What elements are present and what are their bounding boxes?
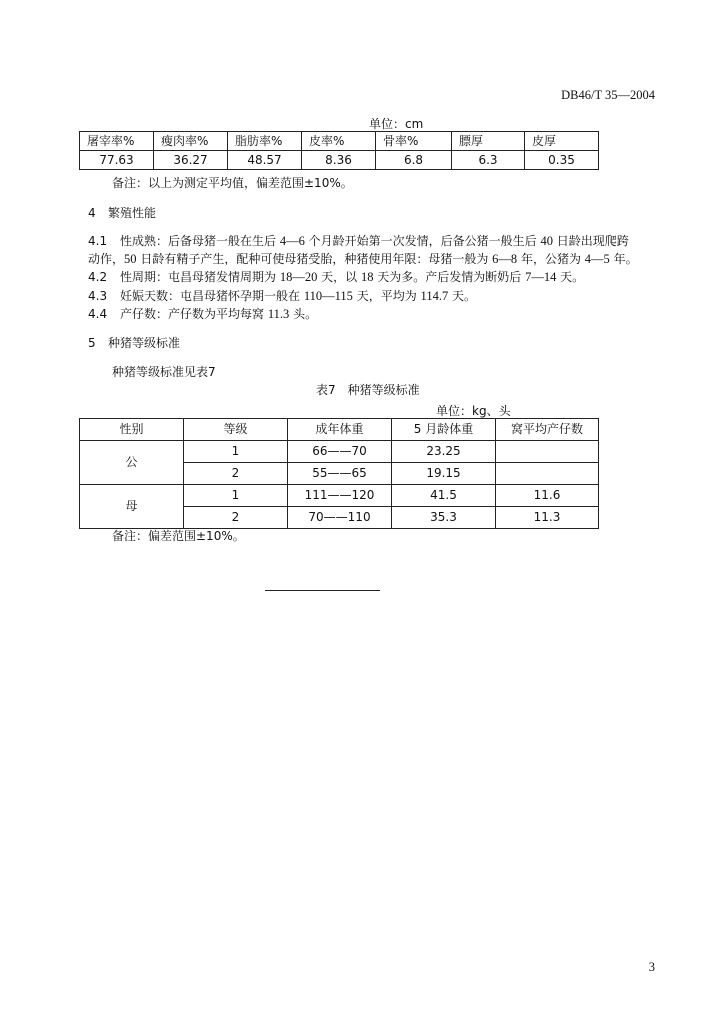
clause-text: 天，平均为: [352, 289, 421, 303]
table-header-row: [80, 132, 599, 151]
adult-weight-cell: 111——120: [288, 485, 392, 507]
table1-note: 备注：以上为测定平均值，偏差范围±10%。: [112, 176, 353, 190]
clause-4-3: [88, 289, 476, 303]
section-number: 4: [88, 206, 96, 220]
grade-cell: 2: [184, 507, 288, 529]
clause-4-4: [88, 307, 317, 321]
adult-weight-cell: 66——70: [288, 441, 392, 463]
clause-value: 11.3: [267, 307, 290, 321]
clause-text: 头。: [289, 307, 318, 321]
litter-size-cell: 11.3: [496, 507, 599, 529]
table-row: [80, 441, 599, 463]
table1-unit: 单位：cm: [369, 117, 424, 131]
document-code: DB46/T 35—2004: [561, 88, 655, 102]
litter-size-cell: [496, 441, 599, 463]
clause-text: 天，以: [317, 270, 361, 284]
table-row: [80, 485, 599, 507]
column-header: 5 月龄体重: [392, 419, 496, 441]
section-number: 5: [88, 336, 96, 350]
column-header: 成年体重: [288, 419, 392, 441]
grade-cell: 1: [184, 485, 288, 507]
five-month-weight-cell: 23.25: [392, 441, 496, 463]
table-cell: 6.3: [452, 151, 525, 170]
section-heading: [88, 206, 156, 220]
clause-4-2: [88, 270, 584, 284]
clause-value: 7—14: [525, 270, 557, 284]
table-cell: 48.57: [228, 151, 302, 170]
sex-cell: 母: [80, 485, 184, 529]
carcass-table: [79, 131, 599, 170]
column-header: 脂肪率%: [228, 132, 302, 151]
table-cell: 36.27: [154, 151, 228, 170]
clause-4-1: [88, 234, 629, 248]
column-header: 窝平均产仔数: [496, 419, 599, 441]
clause-value: 6—8: [492, 252, 518, 266]
table-cell: 6.8: [376, 151, 452, 170]
sex-cell: 公: [80, 441, 184, 485]
five-month-weight-cell: 35.3: [392, 507, 496, 529]
clause-text: 妊娠天数：屯昌母猪怀孕期一般在: [120, 289, 304, 303]
column-header: 瘦肉率%: [154, 132, 228, 151]
clause-number: 4.1: [88, 234, 108, 248]
clause-value: 18—20: [279, 270, 318, 284]
clause-text: 天。: [556, 270, 585, 284]
clause-text: 性周期：屯昌母猪发情周期为: [120, 270, 280, 284]
clause-number: 4.4: [88, 307, 108, 321]
page-number: 3: [648, 960, 655, 974]
table2-unit: 单位：kg、头: [436, 404, 511, 418]
clause-value: 50: [124, 252, 137, 266]
table-cell: 77.63: [80, 151, 154, 170]
clause-text: 产仔数：产仔数为平均每窝: [120, 307, 268, 321]
end-of-document-rule: [265, 590, 380, 591]
clause-text: 个月龄开始第一次发情，后备公猪一般生后: [304, 234, 541, 248]
section-title: 繁殖性能: [108, 206, 157, 220]
table-cell: 0.35: [525, 151, 599, 170]
five-month-weight-cell: 41.5: [392, 485, 496, 507]
clause-value: 18: [360, 270, 374, 284]
clause-number: 4.3: [88, 289, 108, 303]
clause-text: 天。: [448, 289, 477, 303]
clause-text: 年。: [609, 252, 638, 266]
table-row: [80, 151, 599, 170]
clause-value: 40: [540, 234, 553, 248]
five-month-weight-cell: 19.15: [392, 463, 496, 485]
clause-text: 性成熟：后备母猪一般在生后: [120, 234, 280, 248]
clause-value: 114.7: [420, 289, 449, 303]
clause-text: 年，公猪为: [517, 252, 585, 266]
adult-weight-cell: 55——65: [288, 463, 392, 485]
table2-note: 备注：偏差范围±10%。: [112, 529, 245, 543]
clause-value: 4—6: [279, 234, 305, 248]
column-header: 皮厚: [525, 132, 599, 151]
column-header: 皮率%: [302, 132, 376, 151]
section-title: 种猪等级标准: [108, 336, 181, 350]
table-header-row: [80, 419, 599, 441]
breeding-grade-table: [79, 418, 599, 529]
litter-size-cell: [496, 463, 599, 485]
adult-weight-cell: 70——110: [288, 507, 392, 529]
clause-text: 日龄出现爬跨: [552, 234, 629, 248]
section-heading: [88, 336, 180, 350]
section-intro: 种猪等级标准见表7: [112, 365, 216, 379]
column-header: 等级: [184, 419, 288, 441]
column-header: 骨率%: [376, 132, 452, 151]
clause-text: 天为多。产后发情为断奶后: [373, 270, 526, 284]
clause-text: 日龄有精子产生，配种可使母猪受胎，种猪使用年限：母猪一般为: [136, 252, 493, 266]
grade-cell: 1: [184, 441, 288, 463]
clause-text: 动作，: [88, 252, 125, 266]
grade-cell: 2: [184, 463, 288, 485]
column-header: 屠宰率%: [80, 132, 154, 151]
clause-value: 4—5: [584, 252, 610, 266]
table-cell: 8.36: [302, 151, 376, 170]
clause-4-1-continued: [88, 252, 638, 266]
clause-number: 4.2: [88, 270, 108, 284]
litter-size-cell: 11.6: [496, 485, 599, 507]
clause-value: 110—115: [303, 289, 353, 303]
column-header: 膘厚: [452, 132, 525, 151]
table-caption: 表7 种猪等级标准: [316, 383, 420, 397]
column-header: 性别: [80, 419, 184, 441]
